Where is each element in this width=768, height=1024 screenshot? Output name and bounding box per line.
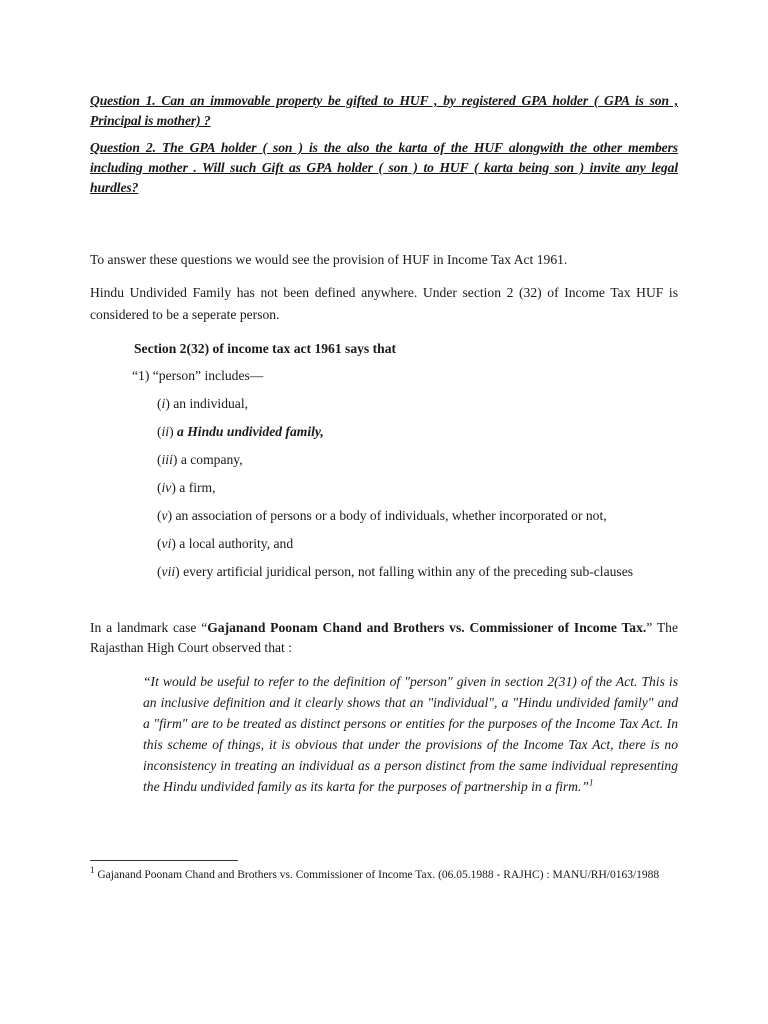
footnote-number: 1 [90,865,95,876]
clause-text: every artificial juridical person, not falling within any of the preceding sub-clauses [183,564,634,579]
question-2: Question 2. The GPA holder ( son ) is the also the karta of the HUF alongwith the other members including mother . Will such Gift as GPA holder ( son ) to HUF ( karta being son ) invite any legal hurdles? [90,140,678,195]
includes-line: “1) “person” includes— [132,368,264,383]
clause-list [90,394,678,582]
case-prefix: In a landmark case “ [90,620,208,635]
clause-text: a local authority, and [179,536,294,551]
clause-item: (vii) every artificial juridical person, not falling within any of the preceding sub-clauses [157,564,634,579]
clause-number: iv [161,480,172,495]
clause-text: an association of persons or a body of individuals, whether incorporated or not, [175,508,607,523]
clause-number: ii [161,424,170,439]
clause-item: (iv) a firm, [157,480,216,495]
document-page [90,91,678,797]
clause-number: iii [161,452,173,467]
court-quote [143,671,678,797]
clause-item: (vi) a local authority, and [157,536,294,551]
clause-text: a Hindu undivided family, [177,424,324,439]
case-paragraph [90,618,678,658]
case-suffix: ” The Rajasthan High Court observed that : [90,620,678,655]
clause-number: vi [161,536,172,551]
footnote-divider [90,860,238,861]
clause-number: v [161,508,168,523]
quote-text: “It would be useful to refer to the definition of "person" given in section 2(31) of the Act. This is an inclusive definition and it clearly shows that an "individual", a "Hindu undivided family" and a "firm" are to be treated as distinct persons or entities for the purposes of the Income Tax Act. In this scheme of things, it is obvious that under the provisions of the Income Tax Act, there is no inconsistency in treating an individual as a person distinct from the same individual representing the Hindu undivided family as its karta for the purposes of partnership in a firm.” [143,674,678,794]
huf-definition-paragraph: Hindu Undivided Family has not been defined anywhere. Under section 2 (32) of Income Tax HUF is considered to be a seperate person. [90,285,678,322]
case-name: Gajanand Poonam Chand and Brothers vs. Commissioner of Income Tax. [207,620,647,635]
section-heading: Section 2(32) of income tax act 1961 says that [134,341,397,356]
footnote [90,866,678,884]
clause-number: vii [161,564,176,579]
clause-text: an individual, [173,396,249,411]
intro-paragraph: To answer these questions we would see the provision of HUF in Income Tax Act 1961. [90,252,568,267]
footnote-reference[interactable]: 1 [588,777,594,788]
clause-item: (i) an individual, [157,396,249,411]
clause-number: i [161,396,166,411]
clause-text: a firm, [179,480,216,495]
clause-item: (v) an association of persons or a body of individuals, whether incorporated or not, [157,508,607,523]
question-1: Question 1. Can an immovable property be gifted to HUF , by registered GPA holder ( GPA is son , Principal is mother) ? [90,93,678,128]
clause-item: (iii) a company, [157,452,243,467]
clause-text: a company, [180,452,243,467]
footnote-text: Gajanand Poonam Chand and Brothers vs. Commissioner of Income Tax. (06.05.1988 - RAJHC) : MANU/RH/0163/1988 [94,869,660,881]
clause-item: (ii) a Hindu undivided family, [157,424,324,439]
